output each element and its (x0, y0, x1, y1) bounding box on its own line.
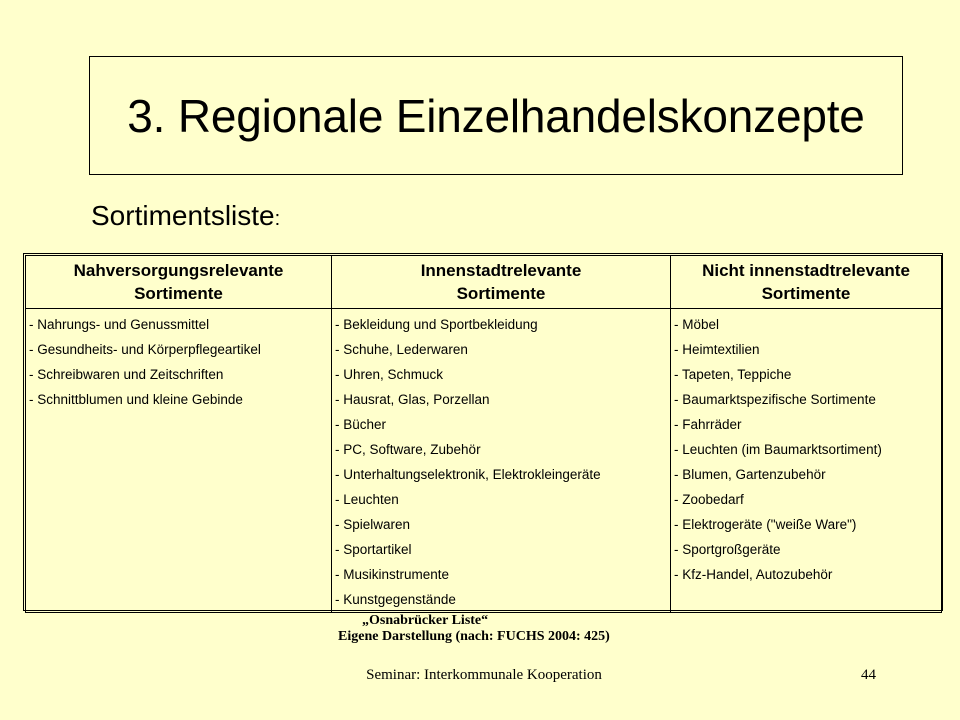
table-header-row (26, 256, 942, 309)
list-item: - Möbel (674, 317, 720, 332)
list-item: - Uhren, Schmuck (335, 367, 444, 382)
column-header-nahversorgung (26, 256, 332, 309)
column-header-nicht-innenstadt (671, 256, 942, 309)
list-item: - Hausrat, Glas, Porzellan (335, 392, 490, 407)
page-number: 44 (861, 667, 876, 683)
list-item: - Schreibwaren und Zeitschriften (29, 367, 224, 382)
sortiment-table (25, 255, 942, 613)
list-item: - Gesundheits- und Körperpflegeartikel (29, 342, 261, 357)
list-item: - Elektrogeräte ("weiße Ware") (674, 517, 857, 532)
subtitle-colon: : (274, 208, 281, 230)
subtitle-text: Sortimentsliste (91, 200, 275, 231)
list-item: - Musikinstrumente (335, 567, 450, 582)
list-item: - Kunstgegenstände (335, 592, 456, 607)
list-item: - Leuchten (335, 492, 399, 507)
column-cell-innenstadt (332, 309, 671, 613)
list-item: - Schnittblumen und kleine Gebinde (29, 392, 243, 407)
list-item: - Unterhaltungselektronik, Elektrokleingeräte (335, 467, 601, 482)
column-header-line: Sortimente (456, 284, 546, 303)
list-item: - Blumen, Gartenzubehör (674, 467, 826, 482)
list-item: - Schuhe, Lederwaren (335, 342, 468, 357)
list-item: - Spielwaren (335, 517, 411, 532)
list-item: - Bücher (335, 417, 387, 432)
slide-title: 3. Regionale Einzelhandelskonzepte (127, 89, 865, 142)
source-line: „Osnabrücker Liste“ (362, 613, 489, 628)
item-list (26, 309, 331, 412)
list-item: - Kfz-Handel, Autozubehör (674, 567, 833, 582)
list-item: - Tapeten, Teppiche (674, 367, 792, 382)
list-item: - Sportartikel (335, 542, 412, 557)
column-header-innenstadt (332, 256, 671, 309)
column-cell-nahversorgung (26, 309, 332, 613)
sortiment-table-frame (23, 253, 943, 611)
column-cell-nicht-innenstadt (671, 309, 942, 613)
column-header-line: Sortimente (134, 284, 223, 303)
source-line: Eigene Darstellung (nach: FUCHS 2004: 425) (338, 629, 610, 644)
column-header-line: Innenstadtrelevante (420, 261, 582, 280)
item-list (332, 309, 670, 612)
title-box (89, 56, 903, 175)
column-header-line: Nahversorgungsrelevante (73, 261, 284, 280)
column-header-line: Sortimente (761, 284, 851, 303)
list-item: - Bekleidung und Sportbekleidung (335, 317, 538, 332)
list-item: - Heimtextilien (674, 342, 760, 357)
source-note (338, 613, 610, 645)
list-item: - Nahrungs- und Genussmittel (29, 317, 210, 332)
list-item: - Zoobedarf (674, 492, 744, 507)
slide-subtitle (91, 200, 280, 232)
list-item: - PC, Software, Zubehör (335, 442, 481, 457)
column-header-line: Nicht innenstadtrelevante (702, 261, 910, 280)
list-item: - Baumarktspezifische Sortimente (674, 392, 876, 407)
footer-text: Seminar: Interkommunale Kooperation (366, 667, 602, 683)
table-body-row (26, 309, 942, 613)
list-item: - Fahrräder (674, 417, 742, 432)
list-item: - Sportgroßgeräte (674, 542, 781, 557)
item-list (671, 309, 941, 587)
list-item: - Leuchten (im Baumarktsortiment) (674, 442, 882, 457)
